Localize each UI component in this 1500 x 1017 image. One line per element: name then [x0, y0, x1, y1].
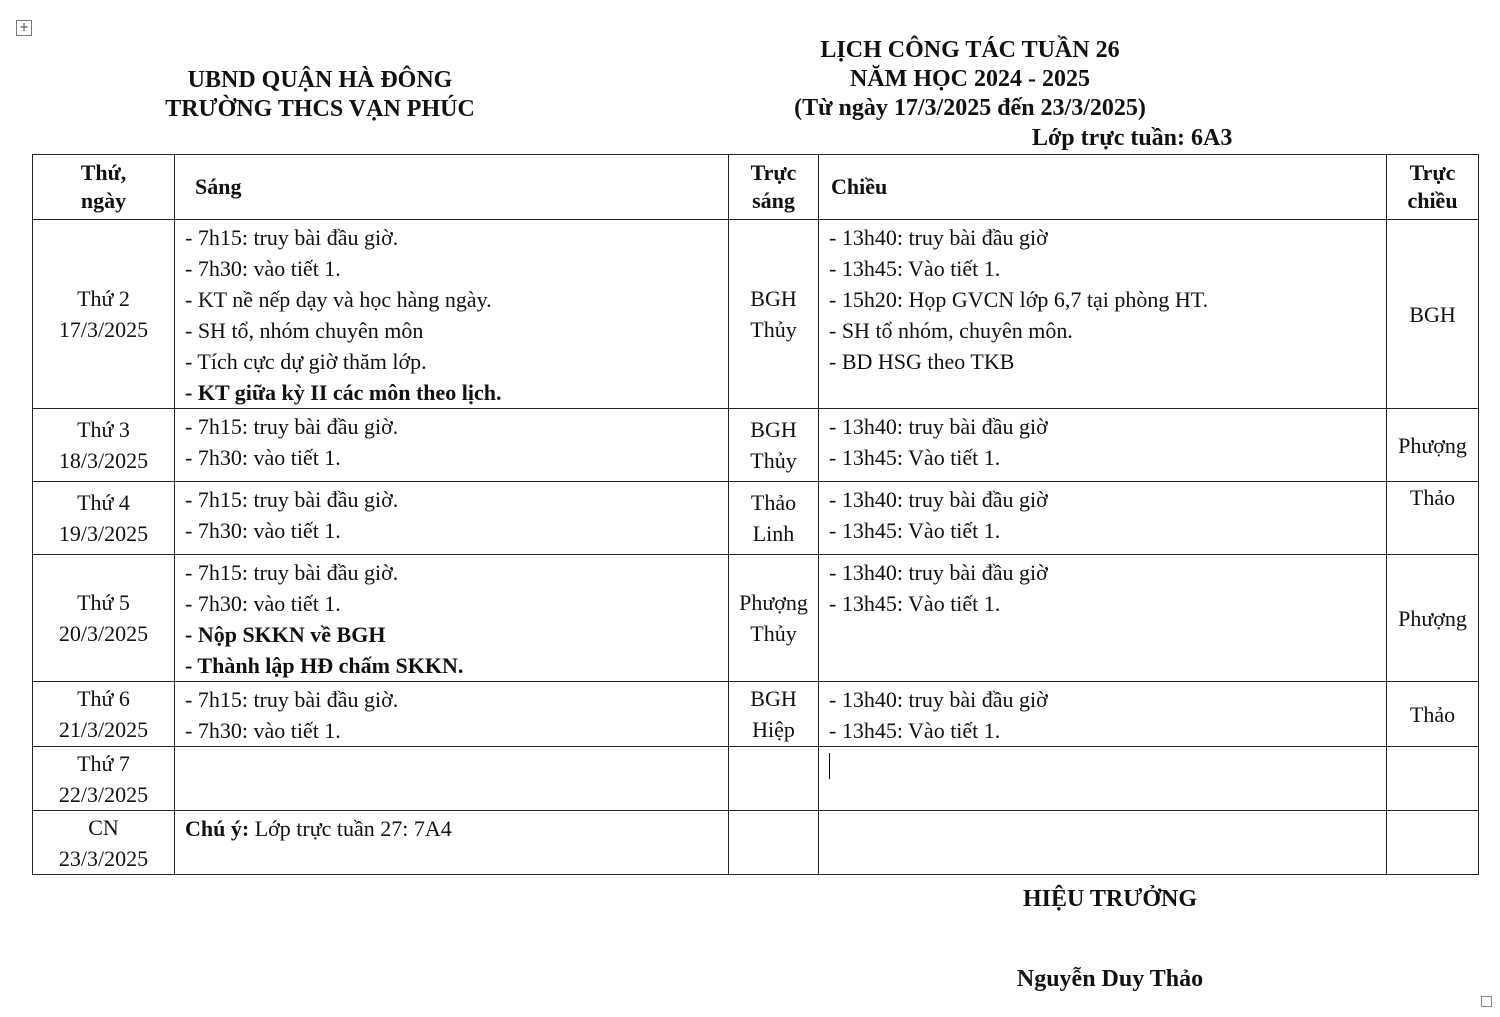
- morning-item: - 7h30: vào tiết 1.: [185, 718, 341, 743]
- afternoon-item: - SH tổ nhóm, chuyên môn.: [829, 318, 1073, 343]
- title-line-1: LỊCH CÔNG TÁC TUẦN 26: [820, 37, 1120, 63]
- morning-item: - 7h30: vào tiết 1.: [185, 518, 341, 543]
- afternoon-item: - 15h20: Họp GVCN lớp 6,7 tại phòng HT.: [829, 287, 1209, 312]
- afternoon-item: - 13h45: Vào tiết 1.: [829, 445, 1001, 470]
- morning-item: - 7h30: vào tiết 1.: [185, 256, 341, 281]
- morning-item: - 7h30: vào tiết 1.: [185, 591, 341, 616]
- morning-cell[interactable]: [175, 555, 729, 682]
- text-cursor: [829, 753, 830, 779]
- afternoon-item: - 13h40: truy bài đầu giờ: [829, 560, 1048, 585]
- afternoon-cell[interactable]: [819, 682, 1387, 747]
- org-line-1: UBND QUẬN HÀ ĐÔNG: [187, 67, 453, 93]
- afternoon-item: - BD HSG theo TKB: [829, 349, 1015, 374]
- morning-cell[interactable]: [175, 409, 729, 482]
- morning-cell[interactable]: [175, 220, 729, 409]
- morning-cell[interactable]: [175, 482, 729, 555]
- morning-item: - SH tổ, nhóm chuyên môn: [185, 318, 424, 343]
- afternoon-duty-cell: [1387, 811, 1479, 875]
- note-line: [185, 813, 720, 844]
- signature-name: Nguyễn Duy Thảo: [1016, 966, 1204, 992]
- afternoon-duty-cell: Phượng: [1387, 409, 1479, 482]
- morning-item: - Thành lập HĐ chấm SKKN.: [185, 653, 464, 678]
- afternoon-cell[interactable]: [819, 409, 1387, 482]
- afternoon-item: - 13h45: Vào tiết 1.: [829, 518, 1001, 543]
- afternoon-duty-cell: Phượng: [1387, 555, 1479, 682]
- afternoon-cell[interactable]: [819, 482, 1387, 555]
- afternoon-item: - 13h45: Vào tiết 1.: [829, 718, 1001, 743]
- afternoon-duty-cell: BGH: [1387, 220, 1479, 409]
- header-afternoon: Chiều: [819, 155, 1387, 220]
- afternoon-item: - 13h45: Vào tiết 1.: [829, 256, 1001, 281]
- org-line-2: TRƯỜNG THCS VẠN PHÚC: [165, 96, 475, 122]
- note-text: Lớp trực tuần 27: 7A4: [249, 816, 452, 841]
- morning-duty-cell: [729, 811, 819, 875]
- afternoon-item: - 13h40: truy bài đầu giờ: [829, 414, 1048, 439]
- header-morning-duty: Trực sáng: [729, 155, 819, 220]
- table-row: [33, 747, 1479, 811]
- note-label: Chú ý:: [185, 816, 250, 841]
- end-of-cell-marker-icon: [1481, 996, 1492, 1007]
- morning-duty-cell: BGH Hiệp: [729, 682, 819, 747]
- table-row: [33, 555, 1479, 682]
- morning-duty-cell: Thảo Linh: [729, 482, 819, 555]
- morning-cell[interactable]: [175, 682, 729, 747]
- table-row: [33, 409, 1479, 482]
- afternoon-cell[interactable]: [819, 555, 1387, 682]
- morning-cell[interactable]: [175, 811, 729, 875]
- afternoon-duty-cell: Thảo: [1387, 682, 1479, 747]
- day-cell: Thứ 6 21/3/2025: [33, 682, 175, 747]
- day-cell: Thứ 2 17/3/2025: [33, 220, 175, 409]
- morning-item: - Nộp SKKN về BGH: [185, 622, 386, 647]
- morning-item: - 7h15: truy bài đầu giờ.: [185, 225, 399, 250]
- morning-item: - 7h15: truy bài đầu giờ.: [185, 487, 399, 512]
- signature-title: HIỆU TRƯỞNG: [1022, 886, 1198, 912]
- morning-duty-cell: [729, 747, 819, 811]
- table-row: [33, 220, 1479, 409]
- afternoon-cell[interactable]: [819, 747, 1387, 811]
- afternoon-duty-cell: [1387, 747, 1479, 811]
- morning-duty-cell: BGH Thủy: [729, 220, 819, 409]
- afternoon-item: - 13h40: truy bài đầu giờ: [829, 487, 1048, 512]
- afternoon-item: - 13h45: Vào tiết 1.: [829, 591, 1001, 616]
- afternoon-item: - 13h40: truy bài đầu giờ: [829, 225, 1048, 250]
- table-header-row: [33, 155, 1479, 220]
- afternoon-cell[interactable]: [819, 811, 1387, 875]
- morning-item: - 7h15: truy bài đầu giờ.: [185, 414, 399, 439]
- organization-header: [120, 66, 520, 124]
- duty-class-label: Lớp trực tuần: 6A3: [1032, 125, 1233, 151]
- morning-item: - Tích cực dự giờ thăm lớp.: [185, 349, 427, 374]
- table-row: [33, 482, 1479, 555]
- day-cell: CN 23/3/2025: [33, 811, 175, 875]
- morning-cell[interactable]: [175, 747, 729, 811]
- table-row: [33, 811, 1479, 875]
- header-morning: Sáng: [175, 155, 729, 220]
- table-row: [33, 682, 1479, 747]
- morning-item: - 7h30: vào tiết 1.: [185, 445, 341, 470]
- day-cell: Thứ 7 22/3/2025: [33, 747, 175, 811]
- header-day: Thứ, ngày: [33, 155, 175, 220]
- schedule-title: [740, 36, 1200, 123]
- table-move-handle-icon[interactable]: +: [16, 20, 32, 36]
- morning-item: - 7h15: truy bài đầu giờ.: [185, 687, 399, 712]
- morning-duty-cell: Phượng Thủy: [729, 555, 819, 682]
- morning-item: - KT nề nếp dạy và học hàng ngày.: [185, 287, 492, 312]
- afternoon-item: - 13h40: truy bài đầu giờ: [829, 687, 1048, 712]
- morning-item: - 7h15: truy bài đầu giờ.: [185, 560, 399, 585]
- day-cell: Thứ 5 20/3/2025: [33, 555, 175, 682]
- title-line-2: NĂM HỌC 2024 - 2025: [850, 66, 1090, 92]
- schedule-table: [32, 154, 1479, 875]
- day-cell: Thứ 3 18/3/2025: [33, 409, 175, 482]
- morning-duty-cell: BGH Thủy: [729, 409, 819, 482]
- title-line-3: (Từ ngày 17/3/2025 đến 23/3/2025): [794, 95, 1146, 121]
- afternoon-cell[interactable]: [819, 220, 1387, 409]
- header-afternoon-duty: Trực chiều: [1387, 155, 1479, 220]
- day-cell: Thứ 4 19/3/2025: [33, 482, 175, 555]
- morning-item: - KT giữa kỳ II các môn theo lịch.: [185, 380, 502, 405]
- afternoon-duty-cell: Thảo: [1387, 482, 1479, 555]
